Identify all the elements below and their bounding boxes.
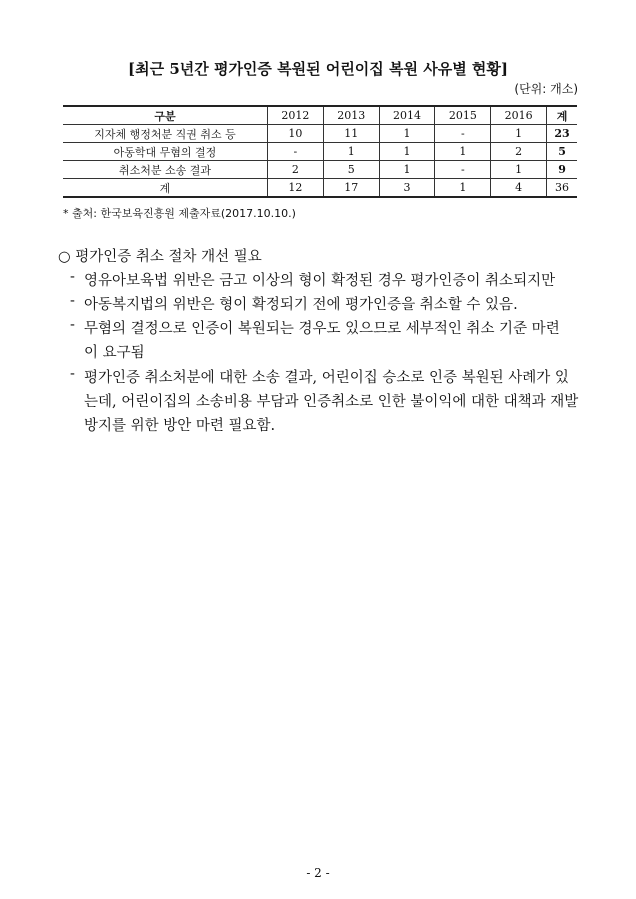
cell: 1 bbox=[435, 179, 491, 198]
cell: 10 bbox=[268, 125, 324, 143]
dash: - bbox=[70, 293, 75, 309]
table-title: [최근 5년간 평가인증 복원된 어린이집 복원 사유별 현황] bbox=[128, 60, 508, 78]
list-item-text: 이 요구됨 bbox=[84, 345, 145, 361]
table-header-row bbox=[63, 106, 577, 125]
cell: 1 bbox=[491, 125, 547, 143]
circle-bullet-icon: ○ bbox=[58, 249, 71, 265]
cell: 1 bbox=[379, 125, 435, 143]
dash: - bbox=[70, 317, 75, 333]
cell: 17 bbox=[323, 179, 379, 198]
unit-label: (단위: 개소) bbox=[514, 82, 578, 96]
header-cell: 2014 bbox=[379, 106, 435, 125]
cell: 11 bbox=[323, 125, 379, 143]
cell: 2 bbox=[491, 143, 547, 161]
cell-total: 23 bbox=[547, 125, 577, 143]
header-cell: 2016 bbox=[491, 106, 547, 125]
cell-total: 36 bbox=[547, 179, 577, 198]
table-row bbox=[63, 161, 577, 179]
dash: - bbox=[70, 366, 75, 382]
header-cell: 2012 bbox=[268, 106, 324, 125]
dash: - bbox=[70, 269, 75, 285]
cell: 1 bbox=[379, 143, 435, 161]
page-number: - 2 - bbox=[306, 866, 330, 880]
cell-total: 5 bbox=[547, 143, 577, 161]
header-cell: 구분 bbox=[63, 106, 268, 125]
row-label: 계 bbox=[63, 179, 268, 198]
header-cell: 계 bbox=[547, 106, 577, 125]
cell: - bbox=[435, 161, 491, 179]
list-item-text: 아동복지법의 위반은 형이 확정되기 전에 평가인증을 취소할 수 있음. bbox=[84, 297, 518, 313]
cell: 2 bbox=[268, 161, 324, 179]
row-label: 취소처분 소송 결과 bbox=[63, 161, 268, 179]
table-row bbox=[63, 125, 577, 143]
cell: 1 bbox=[435, 143, 491, 161]
table-total-row bbox=[63, 179, 577, 198]
list-item-text: 무혐의 결정으로 인증이 복원되는 경우도 있으므로 세부적인 취소 기준 마련 bbox=[84, 321, 560, 337]
list-item-text: 평가인증 취소처분에 대한 소송 결과, 어린이집 승소로 인증 복원된 사례가 있 bbox=[84, 370, 569, 386]
cell-total: 9 bbox=[547, 161, 577, 179]
list-item-text: 는데, 어린이집의 소송비용 부담과 인증취소로 인한 불이익에 대한 대책과 재발 bbox=[84, 394, 579, 410]
row-label: 아동학대 무혐의 결정 bbox=[63, 143, 268, 161]
cell: 3 bbox=[379, 179, 435, 198]
header-cell: 2015 bbox=[435, 106, 491, 125]
table-row bbox=[63, 143, 577, 161]
cell: 1 bbox=[379, 161, 435, 179]
section-heading-text: 평가인증 취소 절차 개선 필요 bbox=[75, 249, 262, 265]
cell: 1 bbox=[323, 143, 379, 161]
cell: - bbox=[268, 143, 324, 161]
source-note: * 출처: 한국보육진흥원 제출자료(2017.10.10.) bbox=[63, 207, 296, 220]
status-table bbox=[63, 105, 577, 198]
list-item-text: 영유아보육법 위반은 금고 이상의 형이 확정된 경우 평가인증이 취소되지만 bbox=[84, 273, 556, 289]
cell: - bbox=[435, 125, 491, 143]
cell: 1 bbox=[491, 161, 547, 179]
header-cell: 2013 bbox=[323, 106, 379, 125]
cell: 12 bbox=[268, 179, 324, 198]
cell: 5 bbox=[323, 161, 379, 179]
row-label: 지자체 행정처분 직권 취소 등 bbox=[63, 125, 268, 143]
cell: 4 bbox=[491, 179, 547, 198]
list-item-text: 방지를 위한 방안 마련 필요함. bbox=[84, 418, 276, 434]
section-heading bbox=[58, 245, 262, 266]
